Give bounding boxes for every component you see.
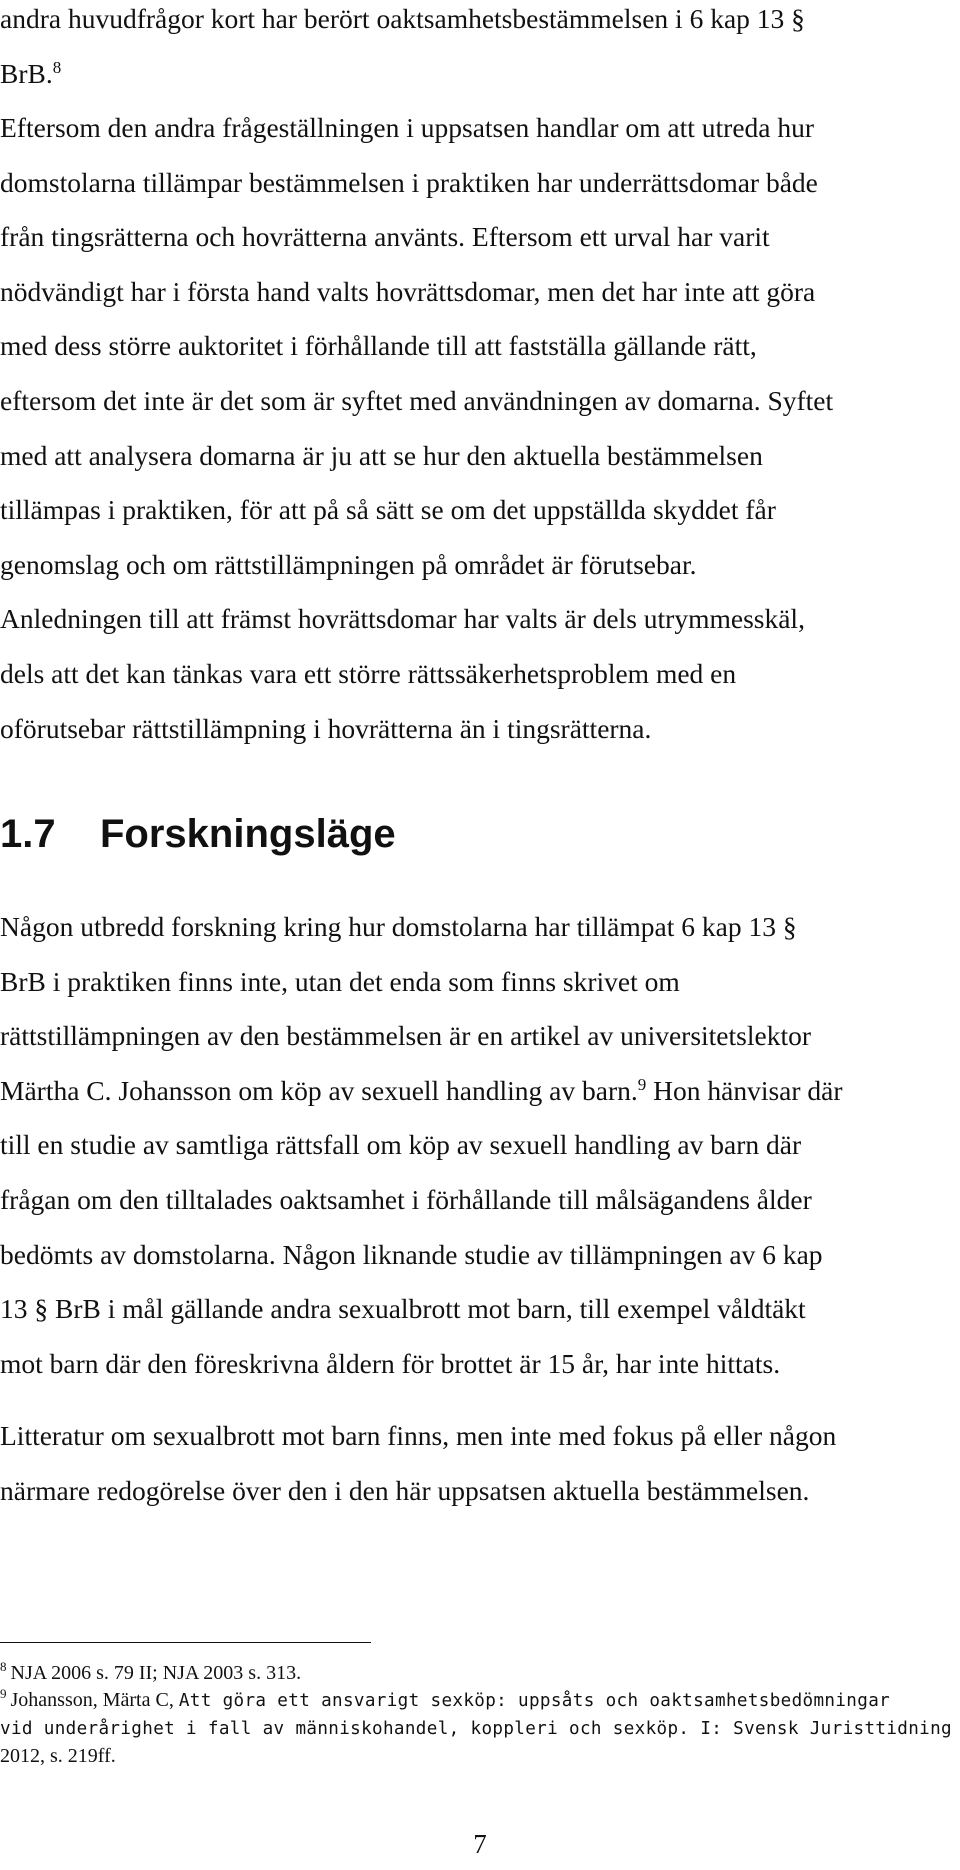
footnote-article-title: vid underårighet i fall av människohandel, koppleri och sexköp.	[0, 1719, 690, 1739]
text-line	[0, 47, 958, 102]
footnote-line	[0, 1660, 958, 1687]
text-line: BrB i praktiken finns inte, utan det enda som finns skrivet om	[0, 965, 680, 997]
text-line: Litteratur om sexualbrott mot barn finns, men inte med fokus på eller någon	[0, 1420, 837, 1451]
footnote-8	[0, 1660, 958, 1687]
text-fragment: Märtha C. Johansson om köp av sexuell handling av barn.	[0, 1074, 638, 1106]
paragraph-literature	[0, 1409, 958, 1518]
footnote-mark: 8	[0, 1659, 7, 1675]
text-fragment: BrB.	[0, 57, 53, 89]
text-line: rättstillämpningen av den bestämmelsen är en artikel av universitetslektor	[0, 1020, 811, 1052]
text-line: domstolarna tillämpar bestämmelsen i praktiken har underrättsdomar både	[0, 166, 818, 198]
text-line: andra huvudfrågor kort har berört oaktsamhetsbestämmelsen i 6 kap 13 §	[0, 3, 805, 34]
text-line: Eftersom den andra frågeställningen i uppsatsen handlar om att utreda hur	[0, 112, 815, 143]
footnote-journal: I: Svensk Juristtidning	[689, 1719, 952, 1739]
footnote-text: NJA 2006 s. 79 II; NJA 2003 s. 313.	[10, 1662, 302, 1684]
text-line: Anledningen till att främst hovrättsdomar har valts är dels utrymmesskäl,	[0, 603, 805, 635]
footnote-mark: 9	[0, 1686, 7, 1702]
text-line: genomslag och om rättstillämpningen på området är förutsebar.	[0, 548, 697, 580]
text-line: mot barn där den föreskrivna åldern för brottet är 15 år, har inte hittats.	[0, 1347, 781, 1379]
text-line: 13 § BrB i mål gällande andra sexualbrott mot barn, till exempel våldtäkt	[0, 1293, 806, 1325]
footnote-line: 2012, s. 219ff.	[0, 1745, 116, 1767]
text-line: nödvändigt har i första hand valts hovrättsdomar, men det har inte att göra	[0, 275, 816, 307]
footnote-line	[0, 1715, 958, 1743]
text-line: Någon utbredd forskning kring hur domstolarna har tillämpat 6 kap 13 §	[0, 911, 797, 942]
footnote-author: Johansson, Märta C,	[10, 1689, 179, 1711]
footnote-separator	[0, 1642, 371, 1643]
text-line: från tingsrätterna och hovrätterna använts. Eftersom ett urval har varit	[0, 221, 770, 253]
text-line: tillämpas i praktiken, för att på så sätt se om det uppställda skyddet får	[0, 494, 776, 526]
section-title: Forskningsläge	[100, 812, 396, 856]
paragraph-method	[0, 101, 958, 756]
text-line: närmare redogörelse över den i den här uppsatsen aktuella bestämmelsen.	[0, 1474, 810, 1506]
text-fragment: Hon hänvisar där	[646, 1074, 843, 1106]
text-line	[0, 1064, 958, 1119]
page-number: 7	[473, 1829, 487, 1859]
paragraph-research-status	[0, 900, 958, 1391]
footnote-article-title: Att göra ett ansvarigt sexköp: uppsåts och oaktsamhetsbedömningar	[178, 1691, 891, 1711]
section-number: 1.7	[0, 812, 56, 856]
footnote-ref-8[interactable]: 8	[52, 57, 62, 77]
text-line: till en studie av samtliga rättsfall om köp av sexuell handling av barn där	[0, 1129, 802, 1161]
text-line: dels att det kan tänkas vara ett större rättssäkerhetsproblem med en	[0, 657, 737, 689]
footnote-9	[0, 1687, 958, 1770]
paragraph-intro-continuation	[0, 0, 958, 101]
text-line: oförutsebar rättstillämpning i hovrätterna än i tingsrätterna.	[0, 712, 652, 744]
text-line: med dess större auktoritet i förhållande till att fastställa gällande rätt,	[0, 330, 757, 362]
text-line: frågan om den tilltalades oaktsamhet i förhållande till målsägandens ålder	[0, 1183, 812, 1215]
text-line: eftersom det inte är det som är syftet med användningen av domarna. Syftet	[0, 384, 834, 416]
text-line: med att analysera domarna är ju att se hur den aktuella bestämmelsen	[0, 439, 763, 471]
footnote-ref-9[interactable]: 9	[637, 1074, 647, 1094]
text-line: bedömts av domstolarna. Någon liknande studie av tillämpningen av 6 kap	[0, 1238, 823, 1270]
footnote-line	[0, 1687, 958, 1715]
section-heading	[0, 806, 396, 862]
